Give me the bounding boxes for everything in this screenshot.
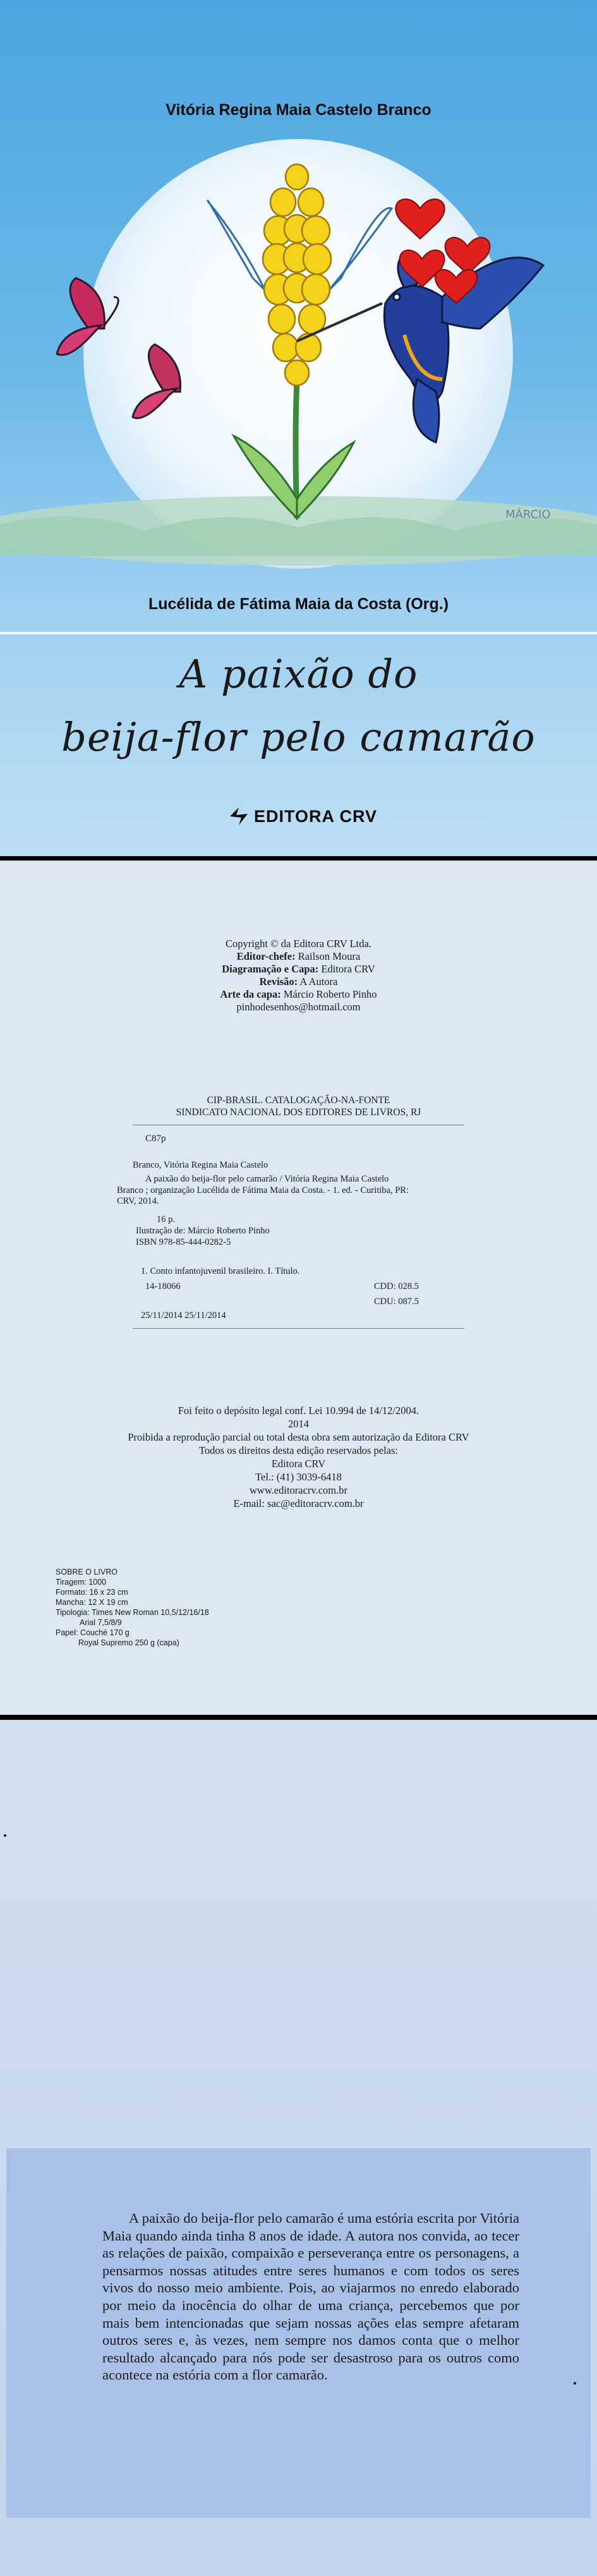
cip-illustration: Ilustração de: Márcio Roberto Pinho <box>136 1226 270 1236</box>
mark-dot <box>4 1834 6 1837</box>
cip-description <box>117 1174 458 1207</box>
cip-desc-2: Branco ; organização Lucélida de Fátima Maia da Costa. - 1. ed. - Curitiba, PR: <box>117 1185 409 1195</box>
back-cover-page <box>0 1720 597 2576</box>
cip-illus-block <box>136 1226 270 1248</box>
publisher-logo <box>227 804 392 829</box>
legal-rights: Todos os direitos desta edição reservados pelas: <box>198 1444 398 1456</box>
illustrator-email: pinhodesenhos@hotmail.com <box>236 1001 361 1013</box>
design-label: Diagramação e Capa: <box>222 963 319 975</box>
about-typography: Tipologia: Times New Roman 10,5/12/16/18 <box>56 1608 209 1617</box>
cip-title-1: CIP-BRASIL. CATALOGAÇÃO-NA-FONTE <box>207 1095 390 1106</box>
credits-block <box>0 938 597 1013</box>
legal-deposit: Foi feito o depósito legal conf. Lei 10.994 de 14/12/2004. <box>178 1405 419 1417</box>
legal-block <box>0 1404 597 1510</box>
about-print-run: Tiragem: 1000 <box>56 1578 107 1587</box>
about-paper: Papel: Couché 170 g <box>56 1628 130 1637</box>
design-value: Editora CRV <box>321 963 375 975</box>
about-typography-2: Arial 7,5/8/9 <box>80 1618 122 1627</box>
cip-cdd: CDD: 028.5 <box>374 1281 419 1291</box>
cover-art-line <box>0 988 597 1001</box>
crv-logo-icon <box>227 805 250 828</box>
legal-year: 2014 <box>288 1418 309 1430</box>
about-mancha: Mancha: 12 X 19 cm <box>56 1598 128 1607</box>
editor-label: Editor-chefe: <box>236 950 296 962</box>
publisher-phone: Tel.: (41) 3039-6418 <box>255 1471 342 1483</box>
cip-pages: 16 p. <box>157 1214 175 1225</box>
copyright-line: Copyright © da Editora CRV Ltda. <box>226 938 371 950</box>
cip-number: 14-18066 <box>145 1281 181 1291</box>
cover-divider <box>0 632 597 634</box>
about-book <box>56 1567 209 1648</box>
cip-dates: 25/11/2014 25/11/2014 <box>141 1310 226 1321</box>
publisher-name: EDITORA CRV <box>254 806 378 826</box>
organizer-name: Lucélida de Fátima Maia da Costa (Org.) <box>148 595 449 613</box>
editor-value: Railson Moura <box>298 950 361 962</box>
cover-art-value: Márcio Roberto Pinho <box>283 988 377 1000</box>
book-cover <box>0 0 597 856</box>
copyright-page <box>0 861 597 1715</box>
cip-isbn: ISBN 978-85-444-0282-5 <box>136 1237 231 1247</box>
book-title-line-2: beija-flor pelo camarão <box>61 714 536 760</box>
cip-code: C87p <box>145 1134 166 1144</box>
cip-cdu: CDU: 087.5 <box>374 1297 419 1307</box>
review-line <box>0 976 597 988</box>
author-name: Vitória Regina Maia Castelo Branco <box>166 101 431 119</box>
illustrator-signature: MÁRCIO <box>505 508 551 521</box>
cip-desc-3: CRV, 2014. <box>117 1196 159 1206</box>
cip-title-2: SINDICATO NACIONAL DOS EDITORES DE LIVROS, RJ <box>176 1107 421 1118</box>
legal-prohibition: Proibida a reprodução parcial ou total desta obra sem autorização da Editora CRV <box>128 1431 469 1443</box>
legal-publisher: Editora CRV <box>271 1458 326 1470</box>
editor-line <box>0 950 597 963</box>
cip-author: Branco, Vitória Regina Maia Castelo <box>133 1160 268 1170</box>
book-title-line-1: A paixão do <box>179 651 418 697</box>
about-title: SOBRE O LIVRO <box>56 1568 118 1576</box>
review-value: A Autora <box>299 976 338 988</box>
publisher-email[interactable]: E-mail: sac@editoracrv.com.br <box>233 1497 364 1509</box>
cip-rule-bottom <box>133 1328 464 1329</box>
about-paper-2: Royal Supremo 250 g (capa) <box>78 1638 179 1647</box>
mark-dot <box>574 2382 576 2385</box>
cover-art-label: Arte da capa: <box>220 988 281 1000</box>
about-format: Formato: 16 x 23 cm <box>56 1588 128 1597</box>
design-line <box>0 963 597 976</box>
cip-heading <box>0 1094 597 1118</box>
cip-subject: 1. Conto infantojuvenil brasileiro. I. Título. <box>141 1266 300 1276</box>
blurb-text: A paixão do beija-flor pelo camarão é uma estória escrita por Vitória Maia quando ainda tinha 8 anos de idade. A autora nos convida, ao tecer as relações de paixão, compaixão e perseverança entre os personagens, a pensarmos nossas atitudes entre seres humanos e com todos os seres vivos do nosso meio ambiente. Pois, ao viajarmos no enredo elaborado por meio da inocência do olhar de uma criança, percebemos que por mais bem intencionadas que sejam nossas ações elas sempre afetaram outros seres e, às vezes, nem sempre nos damos conta que o melhor resultado alcançado para nós pode ser desastroso para os outros como acontece na estória com a flor camarão. <box>102 2210 519 2383</box>
cover-illustration <box>0 0 597 632</box>
publisher-site[interactable]: www.editoracrv.com.br <box>249 1484 347 1496</box>
review-label: Revisão: <box>259 976 298 988</box>
cip-desc-1: A paixão do beija-flor pelo camarão / Vitória Regina Maia Castelo <box>145 1174 389 1184</box>
